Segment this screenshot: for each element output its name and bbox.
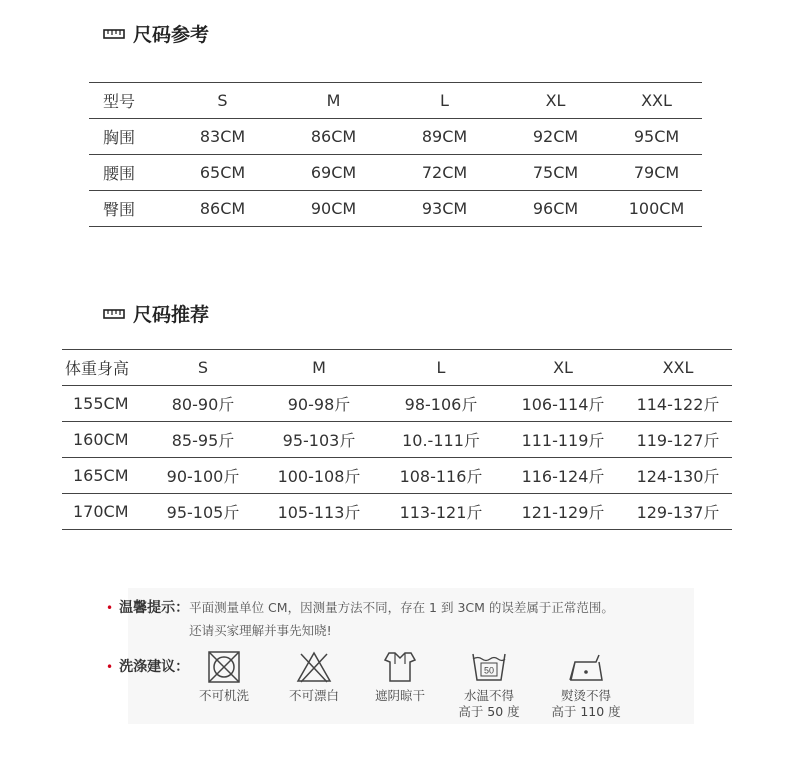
table-cell: 65CM bbox=[167, 155, 278, 191]
table-row bbox=[89, 191, 702, 227]
table-cell: 79CM bbox=[611, 155, 702, 191]
no-machine-wash-icon bbox=[206, 650, 242, 684]
header-cell: XL bbox=[502, 350, 624, 386]
wash-50-icon bbox=[470, 650, 508, 684]
table-header-row bbox=[62, 350, 732, 386]
table-cell: 111-119斤 bbox=[502, 422, 624, 458]
table-cell: 86CM bbox=[167, 191, 278, 227]
size-reference-table bbox=[89, 82, 702, 227]
table-row bbox=[62, 458, 732, 494]
tip-row bbox=[106, 598, 614, 641]
table-cell: 113-121斤 bbox=[380, 494, 502, 530]
ruler-icon bbox=[103, 308, 125, 320]
row-label: 腰围 bbox=[89, 155, 167, 191]
table-cell: 92CM bbox=[500, 119, 611, 155]
table-cell: 89CM bbox=[389, 119, 500, 155]
header-cell: XXL bbox=[611, 83, 702, 119]
iron-icon bbox=[566, 650, 606, 684]
table-row bbox=[62, 422, 732, 458]
table-row bbox=[89, 155, 702, 191]
care-no-machine-wash bbox=[192, 650, 256, 704]
table-cell: 85-95斤 bbox=[148, 422, 258, 458]
tip-line: 还请买家理解并事先知晓! bbox=[189, 623, 332, 638]
row-label: 胸围 bbox=[89, 119, 167, 155]
table-row bbox=[62, 494, 732, 530]
care-label: 水温不得 bbox=[463, 688, 514, 703]
header-cell: 型号 bbox=[89, 83, 167, 119]
table-cell: 90CM bbox=[278, 191, 389, 227]
header-cell: M bbox=[258, 350, 380, 386]
wash-row bbox=[106, 657, 189, 677]
table-row bbox=[89, 119, 702, 155]
row-label: 臀围 bbox=[89, 191, 167, 227]
row-label: 170CM bbox=[62, 494, 148, 530]
table-cell: 72CM bbox=[389, 155, 500, 191]
table-cell: 95-105斤 bbox=[148, 494, 258, 530]
row-label: 155CM bbox=[62, 386, 148, 422]
shade-dry-icon bbox=[382, 650, 418, 684]
table-cell: 100CM bbox=[611, 191, 702, 227]
table-cell: 96CM bbox=[500, 191, 611, 227]
table-cell: 90-100斤 bbox=[148, 458, 258, 494]
row-label: 165CM bbox=[62, 458, 148, 494]
table-cell: 83CM bbox=[167, 119, 278, 155]
table-cell: 119-127斤 bbox=[624, 422, 732, 458]
header-cell: S bbox=[167, 83, 278, 119]
tip-text bbox=[189, 598, 614, 641]
care-no-bleach bbox=[282, 650, 346, 704]
section-title-text: 尺码参考 bbox=[133, 24, 210, 46]
table-cell: 114-122斤 bbox=[624, 386, 732, 422]
care-label: 熨烫不得 bbox=[560, 688, 611, 703]
wash-label: 洗涤建议： bbox=[119, 659, 190, 675]
care-label: 不可漂白 bbox=[288, 688, 339, 703]
header-cell: XL bbox=[500, 83, 611, 119]
care-label: 高于 110 度 bbox=[551, 704, 621, 719]
table-cell: 10.-111斤 bbox=[380, 422, 502, 458]
table-cell: 121-129斤 bbox=[502, 494, 624, 530]
bullet-icon: • bbox=[106, 660, 114, 674]
bullet-icon: • bbox=[106, 601, 114, 615]
tip-line: 平面测量单位 CM，因测量方法不同，存在 1 到 3CM 的误差属于正常范围。 bbox=[189, 600, 614, 615]
size-recommend-title bbox=[103, 300, 209, 327]
care-wash-50 bbox=[450, 650, 528, 720]
table-cell: 95CM bbox=[611, 119, 702, 155]
header-cell: S bbox=[148, 350, 258, 386]
no-bleach-icon bbox=[295, 650, 333, 684]
table-cell: 80-90斤 bbox=[148, 386, 258, 422]
table-cell: 86CM bbox=[278, 119, 389, 155]
header-cell: 体重身高 bbox=[62, 350, 148, 386]
table-cell: 75CM bbox=[500, 155, 611, 191]
care-label: 不可机洗 bbox=[198, 688, 249, 703]
header-cell: L bbox=[380, 350, 502, 386]
table-cell: 129-137斤 bbox=[624, 494, 732, 530]
care-iron bbox=[543, 650, 629, 720]
table-cell: 105-113斤 bbox=[258, 494, 380, 530]
table-cell: 95-103斤 bbox=[258, 422, 380, 458]
table-cell: 108-116斤 bbox=[380, 458, 502, 494]
section-title-text: 尺码推荐 bbox=[133, 304, 210, 326]
header-cell: XXL bbox=[624, 350, 732, 386]
ruler-icon bbox=[103, 28, 125, 40]
table-cell: 100-108斤 bbox=[258, 458, 380, 494]
table-cell: 98-106斤 bbox=[380, 386, 502, 422]
care-label: 遮阴晾干 bbox=[374, 688, 425, 703]
table-cell: 116-124斤 bbox=[502, 458, 624, 494]
size-recommend-table bbox=[62, 349, 732, 530]
table-cell: 106-114斤 bbox=[502, 386, 624, 422]
table-header-row bbox=[89, 83, 702, 119]
row-label: 160CM bbox=[62, 422, 148, 458]
care-label: 高于 50 度 bbox=[458, 704, 520, 719]
table-cell: 93CM bbox=[389, 191, 500, 227]
care-shade-dry bbox=[368, 650, 432, 704]
tip-label: 温馨提示： bbox=[119, 600, 190, 616]
table-cell: 90-98斤 bbox=[258, 386, 380, 422]
wash-temp-badge: 50 bbox=[483, 665, 495, 676]
header-cell: M bbox=[278, 83, 389, 119]
table-cell: 69CM bbox=[278, 155, 389, 191]
table-row bbox=[62, 386, 732, 422]
header-cell: L bbox=[389, 83, 500, 119]
size-reference-title bbox=[103, 20, 209, 47]
table-cell: 124-130斤 bbox=[624, 458, 732, 494]
